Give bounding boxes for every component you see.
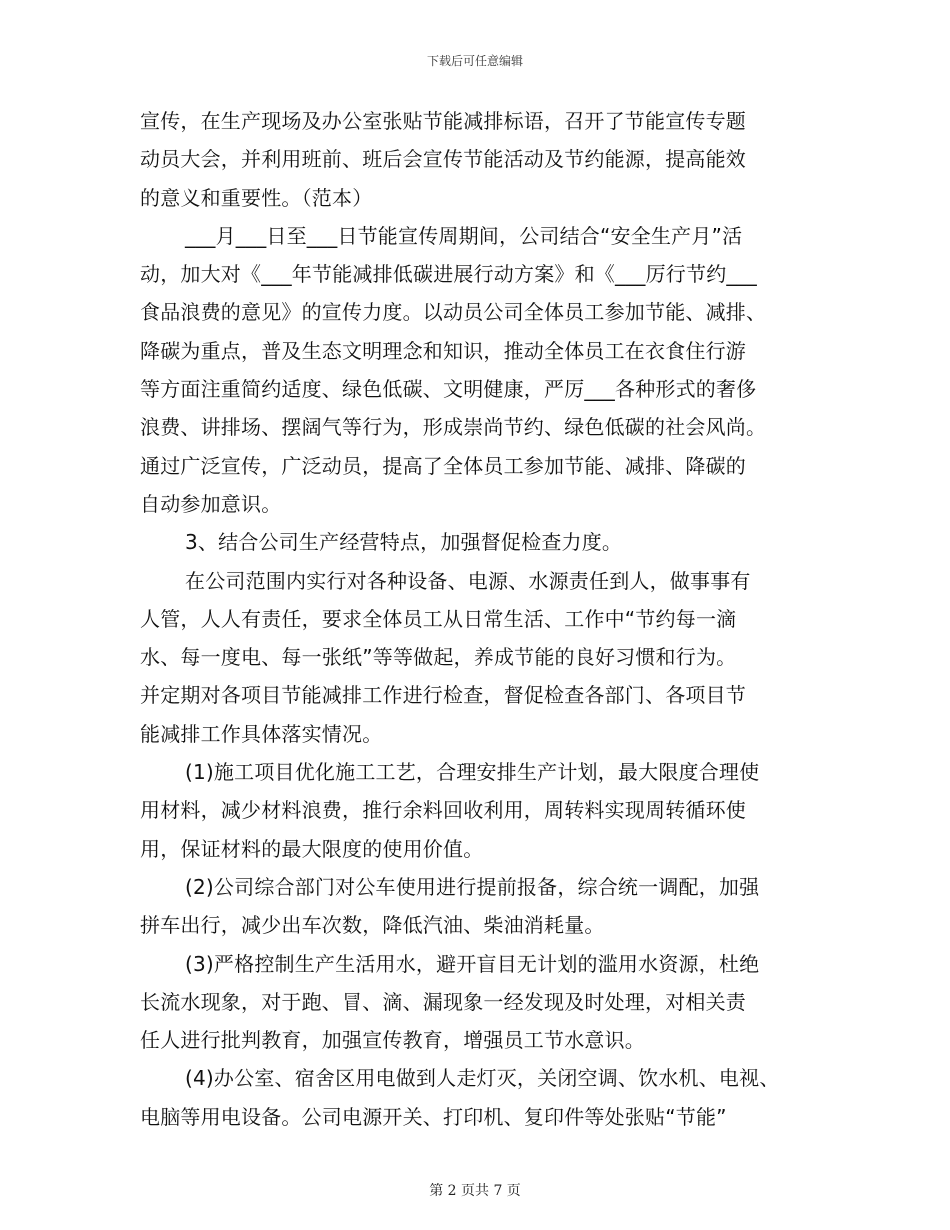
text-line: 并定期对各项目节能减排工作进行检查，督促检查各部门、各项目节: [140, 683, 746, 708]
text-line: ___月___日至___日节能宣传周期间，公司结合“安全生产月”活: [185, 223, 743, 248]
text-line: 能减排工作具体落实情况。: [140, 721, 383, 746]
text-line: (3)严格控制生产生活用水，避开盲目无计划的滥用水资源，杜绝: [185, 951, 760, 976]
text-line: 动员大会，并利用班前、班后会宣传节能活动及节约能源，提高能效: [140, 147, 746, 172]
text-line: 用材料，减少材料浪费，推行余料回收利用，周转料实现周转循环使: [140, 798, 746, 823]
text-line: 3、结合公司生产经营特点，加强督促检查力度。: [185, 530, 623, 555]
text-line: (4)办公室、宿舍区用电做到人走灯灭，关闭空调、饮水机、电视、: [185, 1066, 780, 1091]
text-line: 自动参加意识。: [140, 491, 282, 516]
text-line: 通过广泛宣传，广泛动员，提高了全体员工参加节能、减排、降碳的: [140, 453, 746, 478]
text-line: 拼车出行，减少出车次数，降低汽油、柴油消耗量。: [140, 913, 605, 938]
text-line: 用，保证材料的最大限度的使用价值。: [140, 836, 484, 861]
text-line: 人管，人人有责任，要求全体员工从日常生活、工作中“节约每一滴: [140, 606, 737, 631]
text-line: 的意义和重要性。（范本）: [140, 185, 373, 210]
text-line: 水、每一度电、每一张纸”等等做起，养成节能的良好习惯和行为。: [140, 645, 737, 670]
text-line: 浪费、讲排场、摆阔气等行为，形成崇尚节约、绿色低碳的社会风尚。: [140, 415, 767, 440]
page-footer: 第 2 页共 7 页: [429, 1183, 521, 1199]
page-header: 下载后可任意编辑: [426, 54, 523, 68]
text-line: 在公司范围内实行对各种设备、电源、水源责任到人，做事事有: [185, 568, 751, 593]
text-line: 降碳为重点，普及生态文明理念和知识，推动全体员工在衣食住行游: [140, 338, 746, 363]
text-line: 动，加大对《___年节能减排低碳进展行动方案》和《___厉行节约___: [140, 262, 757, 287]
text-line: 宣传，在生产现场及办公室张贴节能减排标语，召开了节能宣传专题: [140, 109, 746, 133]
text-line: (2)公司综合部门对公车使用进行提前报备，综合统一调配，加强: [185, 874, 760, 899]
text-line: 任人进行批判教育，加强宣传教育，增强员工节水意识。: [140, 1028, 645, 1053]
document-body: [140, 102, 830, 1136]
text-line: 等方面注重简约适度、绿色低碳、文明健康，严厉___各种形式的奢侈: [140, 377, 757, 402]
text-line: (1)施工项目优化施工工艺，合理安排生产计划，最大限度合理使: [185, 760, 760, 785]
text-line: 电脑等用电设备。公司电源开关、打印机、复印件等处张贴“节能”: [140, 1104, 727, 1129]
text-line: 食品浪费的意见》的宣传力度。以动员公司全体员工参加节能、减排、: [140, 300, 767, 325]
text-line: 长流水现象，对于跑、冒、滴、漏现象一经发现及时处理，对相关责: [140, 989, 746, 1014]
